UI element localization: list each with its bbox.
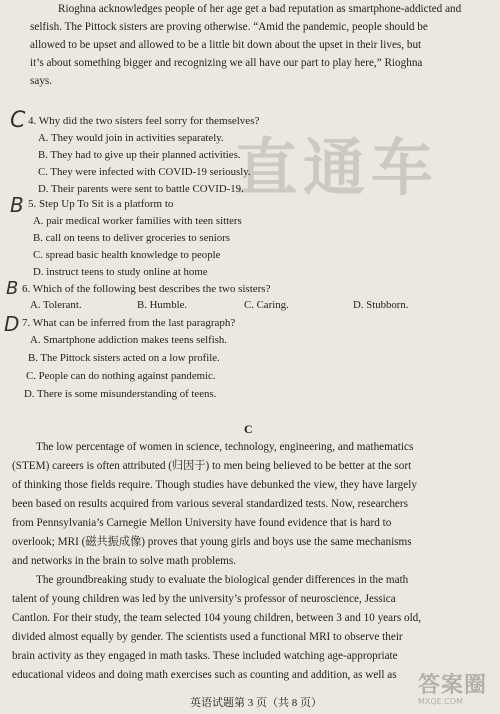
passage-c-line: and networks in the brain to solve math problems.: [12, 555, 237, 567]
question-option: A. They would join in activities separately.: [38, 132, 224, 144]
question-stem: 5. Step Up To Sit is a platform to: [28, 198, 174, 210]
question-option: A. Smartphone addiction makes teens selfish.: [30, 334, 228, 346]
question-stem: 4. Why did the two sisters feel sorry for themselves?: [28, 115, 260, 127]
section-label: C: [244, 422, 253, 436]
passage-c-line: (STEM) careers is often attributed (归因于) to men being believed to be better at the sort: [12, 460, 412, 472]
passage-b-line: says.: [30, 75, 53, 87]
question-option: C. spread basic health knowledge to people: [33, 249, 221, 261]
handwritten-answer-mark: B: [6, 278, 19, 299]
question-option: D. instruct teens to study online at home: [33, 266, 208, 278]
question-option: B. The Pittock sisters acted on a low profile.: [28, 352, 220, 364]
passage-b-line: allowed to be upset and allowed to be a little bit down about the upset in their lives, but: [30, 39, 422, 51]
question-option: C. They were infected with COVID-19 seriously.: [38, 166, 251, 178]
logo-text: 答案圈: [418, 673, 488, 698]
passage-c-line: from Pennsylvania’s Carnegie Mellon University have found evidence that is hard to: [12, 517, 392, 529]
passage-c-line: The low percentage of women in science, technology, engineering, and mathematics: [36, 441, 414, 453]
question-option: D. Stubborn.: [353, 299, 409, 311]
passage-c-line: brain activity as they engaged in math tasks. These included watching age-appropriate: [12, 650, 398, 662]
passage-c-line: talent of young children was led by the university’s professor of neuroscience, Jessica: [12, 593, 396, 605]
passage-b-line: selfish. The Pittock sisters are proving otherwise. “Amid the pandemic, people should be: [30, 21, 428, 33]
question-option: C. People can do nothing against pandemic.: [26, 370, 216, 382]
passage-c-line: The groundbreaking study to evaluate the biological gender differences in the math: [36, 574, 409, 586]
passage-c-line: divided almost equally by gender. The scientists used a functional MRI to observe their: [12, 631, 403, 643]
logo-url: MXQE.COM: [418, 697, 464, 706]
page-footer: 英语试题第 3 页（共 8 页）: [190, 697, 322, 709]
passage-c-line: Cantlon. For their study, the team selected 104 young children, between 3 and 10 years old,: [12, 612, 422, 624]
passage-b-line: it’s about something bigger and recognizing we all have our part to play here,” Rioghna: [30, 57, 423, 69]
question-option: B. Humble.: [137, 299, 188, 311]
question-option: B. They had to give up their planned activities.: [38, 149, 241, 161]
handwritten-answer-mark: B: [10, 193, 24, 217]
passage-b-line: Rioghna acknowledges people of her age get a bad reputation as smartphone-addicted and: [58, 3, 462, 15]
question-option: D. There is some misunderstanding of teens.: [24, 388, 217, 400]
site-logo: [418, 668, 496, 712]
question-option: A. Tolerant.: [30, 299, 82, 311]
passage-c-line: overlook; MRI (磁共振成像) proves that young girls and boys use the same mechanisms: [12, 536, 412, 548]
passage-c-line: been based on results acquired from various several standardized tests. Now, researchers: [12, 498, 408, 510]
question-option: A. pair medical worker families with teen sitters: [33, 215, 242, 227]
handwritten-answer-mark: D: [4, 312, 20, 336]
question-stem: 6. Which of the following best describes the two sisters?: [22, 283, 271, 295]
handwritten-answer-mark: C: [10, 108, 26, 133]
watermark-text: 直通车: [235, 131, 440, 204]
passage-c-line: educational videos and doing math exercises such as counting and addition, as well as: [12, 669, 397, 681]
question-option: B. call on teens to deliver groceries to seniors: [33, 232, 230, 244]
question-option: D. Their parents were sent to battle COVID-19.: [38, 183, 244, 195]
question-option: C. Caring.: [244, 299, 289, 311]
passage-c-line: of thinking those fields require. Though studies have debunked the view, they have largely: [12, 479, 417, 491]
question-stem: 7. What can be inferred from the last paragraph?: [22, 317, 236, 329]
